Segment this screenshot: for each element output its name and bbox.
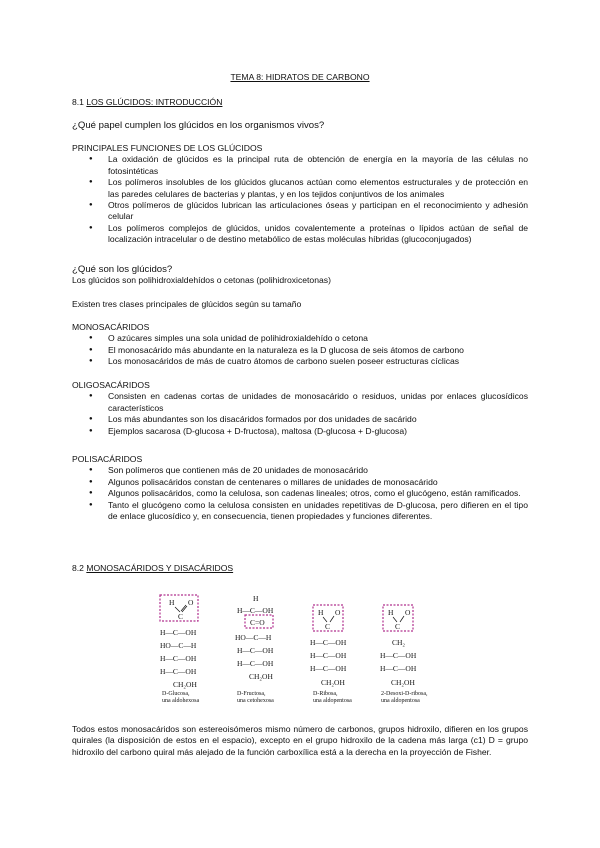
deoxyribose-structure xyxy=(380,605,428,704)
what-are-section xyxy=(72,264,528,287)
list-item: ● Tanto el glucógeno como la celulosa consisten en unidades repetitivas de D-glucosa, pero difieren en el tipo de enlace glucosídico y, en consecuencia, tienen propiedades y funciones diferentes. xyxy=(72,500,528,523)
glucose-type: una aldohexosa xyxy=(162,698,200,704)
list-item: ● El monosacárido más abundante en la naturaleza es la D glucosa de seis átomos de carbono xyxy=(72,345,528,356)
svg-text:CH₂: CH₂ xyxy=(392,638,406,647)
svg-text:H—C—OH: H—C—OH xyxy=(160,628,197,637)
list-item: ● Algunos polisacáridos constan de centenares o millares de unidades de monosacárido xyxy=(72,477,528,488)
list-item: ● Los monosacáridos de más de cuatro átomos de carbono suelen poseer estructuras cíclicas xyxy=(72,356,528,367)
question-what-are: ¿Qué son los glúcidos? xyxy=(72,264,173,275)
svg-text:H—C—OH: H—C—OH xyxy=(310,651,347,660)
svg-text:H: H xyxy=(253,594,259,603)
svg-text:CH₂OH: CH₂OH xyxy=(173,680,197,689)
svg-text:H: H xyxy=(318,608,324,617)
svg-text:C: C xyxy=(395,622,401,631)
polysaccharides-list xyxy=(72,465,528,522)
list-item: ● Algunos polisacáridos, como la celulosa, son cadenas lineales; otros, como el glucógeno, están ramificados. xyxy=(72,488,528,499)
ribose-name: D-Ribosa, xyxy=(313,691,338,697)
svg-text:HO—C—H: HO—C—H xyxy=(160,641,197,650)
svg-text:H—C—OH: H—C—OH xyxy=(380,651,417,660)
oligosaccharides-heading: OLIGOSACÁRIDOS xyxy=(72,380,150,390)
svg-text:CH₂OH: CH₂OH xyxy=(249,672,273,681)
svg-text:H—C—OH: H—C—OH xyxy=(310,664,347,673)
svg-text:H: H xyxy=(169,598,175,607)
deoxyribose-type: una aldopentosa xyxy=(381,698,420,704)
list-item: ● O azúcares simples una sola unidad de polihidroxialdehído o cetona xyxy=(72,333,528,344)
list-item: ● Ejemplos sacarosa (D-glucosa + D-fructosa), maltosa (D-glucosa + D-glucosa) xyxy=(72,426,528,437)
list-item: ● La oxidación de glúcidos es la principal ruta de obtención de energía en la mayoría de las células no fotosintéticas xyxy=(72,154,528,177)
document-title: TEMA 8: HIDRATOS DE CARBONO xyxy=(230,72,370,82)
section-1-title: LOS GLÚCIDOS: INTRODUCCIÓN xyxy=(86,97,223,107)
functions-list xyxy=(72,154,528,245)
list-item: ● Los polímeros insolubles de los glúcidos glucanos actúan como elementos estructurales y de protección en las paredes celulares de bacterias y plantas, y en los tejidos conjuntivos de los animales xyxy=(72,177,528,200)
monosaccharide-structures-figure xyxy=(155,592,445,704)
svg-text:H—C—OH: H—C—OH xyxy=(160,654,197,663)
svg-text:CH₂OH: CH₂OH xyxy=(321,678,345,687)
section-1-heading xyxy=(72,97,528,108)
section-2-number: 8.2 xyxy=(72,563,87,573)
svg-text:C: C xyxy=(178,612,184,621)
svg-text:O: O xyxy=(405,608,411,617)
svg-text:C=O: C=O xyxy=(250,618,265,627)
monosaccharides-section xyxy=(72,322,528,368)
monosaccharides-list xyxy=(72,333,528,367)
glucose-name: D-Glucosa, xyxy=(162,691,190,697)
list-item: ● Otros polímeros de glúcidos lubrican las articulaciones óseas y participan en el reconocimiento y adhesión celular xyxy=(72,200,528,223)
monosaccharides-heading: MONOSACÁRIDOS xyxy=(72,322,150,332)
svg-text:H—C—OH: H—C—OH xyxy=(310,638,347,647)
functions-heading: PRINCIPALES FUNCIONES DE LOS GLÚCIDOS xyxy=(72,143,263,153)
classes-intro: Existen tres clases principales de glúcidos según su tamaño xyxy=(72,299,302,309)
svg-text:H—C—OH: H—C—OH xyxy=(237,659,274,668)
svg-text:O: O xyxy=(335,608,341,617)
svg-text:HO—C—H: HO—C—H xyxy=(235,633,272,642)
definition-text: Los glúcidos son polihidroxialdehídos o cetonas (polihidroxicetonas) xyxy=(72,275,331,286)
svg-text:CH₂OH: CH₂OH xyxy=(391,678,415,687)
fructose-name: D-Fructosa, xyxy=(237,691,266,697)
fructose-type: una cetohexosa xyxy=(237,698,274,704)
deoxyribose-name: 2-Desoxi-D-ribosa, xyxy=(381,691,428,697)
svg-text:H—C—OH: H—C—OH xyxy=(237,646,274,655)
list-item: ● Son polímeros que contienen más de 20 unidades de monosacárido xyxy=(72,465,528,476)
oligosaccharides-list xyxy=(72,391,528,437)
oligosaccharides-section xyxy=(72,380,528,437)
d-ribose-structure xyxy=(310,605,352,704)
svg-text:H—C—OH: H—C—OH xyxy=(160,667,197,676)
d-fructose-structure xyxy=(235,594,274,704)
list-item: ● Los más abundantes son los disacáridos formados por dos unidades de sacárido xyxy=(72,414,528,425)
section-1-number: 8.1 xyxy=(72,97,87,107)
polysaccharides-section xyxy=(72,454,528,522)
stereoisomers-paragraph: Todos estos monosacáridos son estereoisómeros mismo número de carbonos, grupos hidroxilo, difieren en los grupos quirales (la disposición de estos en el espacio), excepto en el grupo hidroxilo de la cadena más larga (c1) D = grupo hidroxilo del carbono quiral más alejado de la función carboxílica está a la derecha en la proyección de Fisher. xyxy=(72,724,528,757)
svg-text:H—C—OH: H—C—OH xyxy=(380,664,417,673)
list-item: ● Consisten en cadenas cortas de unidades de monosacárido o residuos, unidas por enlaces glucosídicos característicos xyxy=(72,391,528,414)
svg-text:H: H xyxy=(388,608,394,617)
svg-text:C: C xyxy=(325,622,331,631)
list-item: ● Los polímeros complejos de glúcidos, unidos covalentemente a proteínas o lípidos actúan de señal de localización intracelular o de destino metabólico de estas moléculas híbridas (glucoconjugados) xyxy=(72,223,528,246)
question-roles: ¿Qué papel cumplen los glúcidos en los organismos vivos? xyxy=(72,120,325,131)
functions-section xyxy=(72,143,528,246)
svg-text:H—C—OH: H—C—OH xyxy=(237,606,274,615)
polysaccharides-heading: POLISACÁRIDOS xyxy=(72,454,143,464)
svg-text:O: O xyxy=(188,598,194,607)
d-glucose-structure xyxy=(160,595,199,704)
ribose-type: una aldopentosa xyxy=(313,698,352,704)
section-2-heading xyxy=(72,563,528,574)
section-2-title: MONOSACÁRIDOS Y DISACÁRIDOS xyxy=(86,563,234,573)
